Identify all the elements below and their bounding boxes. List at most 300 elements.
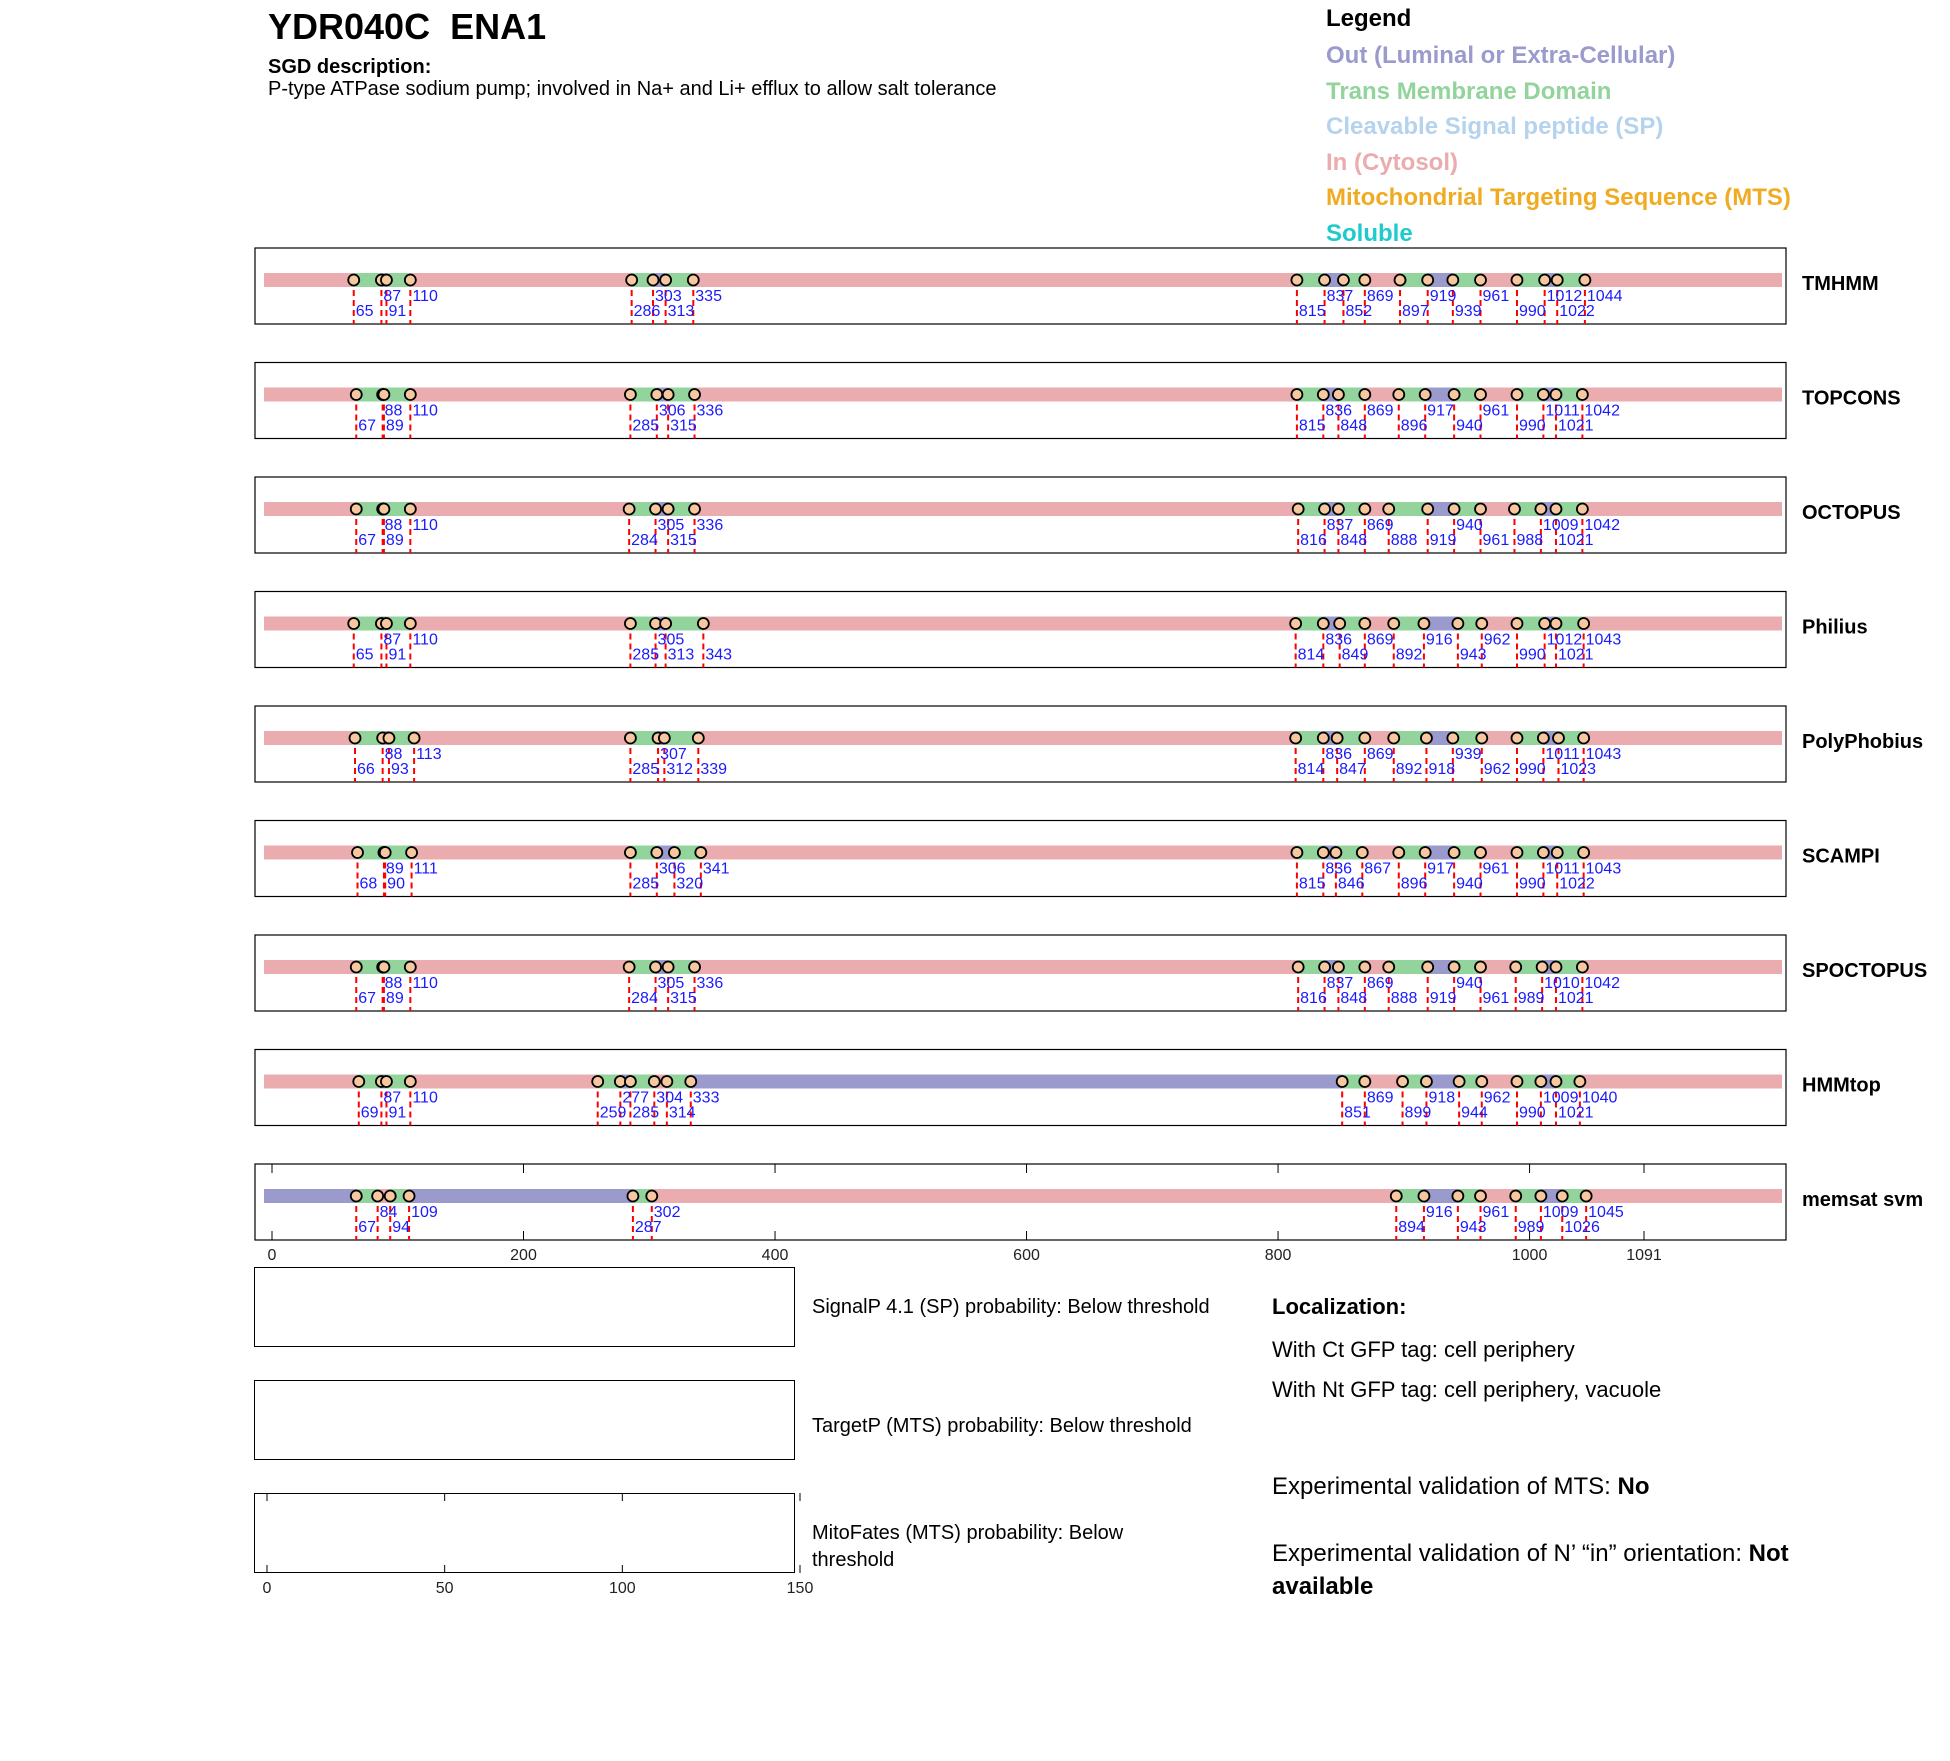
boundary-circle <box>693 733 704 744</box>
position-label: 962 <box>1483 761 1511 778</box>
boundary-circle <box>627 1191 638 1202</box>
position-label: 814 <box>1297 646 1325 664</box>
boundary-circle <box>1511 389 1522 400</box>
boundary-circle <box>1395 275 1406 286</box>
position-label: 989 <box>1517 1219 1545 1236</box>
boundary-circle <box>1452 1191 1463 1202</box>
boundary-circle <box>1552 847 1563 858</box>
boundary-circle <box>660 618 671 629</box>
position-label: 1042 <box>1584 975 1620 992</box>
position-label: 67 <box>358 990 377 1007</box>
boundary-circle <box>405 389 416 400</box>
boundary-circle <box>1418 618 1429 629</box>
boundary-circle <box>380 847 391 858</box>
boundary-circle <box>405 504 416 515</box>
boundary-circle <box>404 1191 415 1202</box>
position-label: 837 <box>1326 288 1354 305</box>
cytosol-region <box>695 502 1299 516</box>
position-label: 867 <box>1364 860 1392 878</box>
position-label: 113 <box>416 746 442 763</box>
boundary-circle <box>624 504 635 515</box>
boundary-circle <box>1449 847 1460 858</box>
position-label: 899 <box>1404 1104 1432 1122</box>
boundary-circle <box>1293 962 1304 973</box>
position-label: 990 <box>1518 303 1546 320</box>
boundary-circle <box>1550 962 1561 973</box>
boundary-circle <box>1578 618 1589 629</box>
boundary-circle <box>1357 847 1368 858</box>
position-label: 110 <box>412 1089 438 1107</box>
cytosol-region <box>1586 1189 1782 1203</box>
position-label: 88 <box>384 975 403 992</box>
boundary-circle <box>1318 847 1329 858</box>
boundary-circle <box>1290 618 1301 629</box>
cytosol-region <box>264 731 355 745</box>
position-label: 940 <box>1456 517 1483 534</box>
localization-title: Localization: <box>1272 1294 1407 1319</box>
boundary-circle <box>592 1076 603 1087</box>
predictor-name: Philius <box>1802 616 1868 639</box>
boundary-circle <box>1550 504 1561 515</box>
boundary-circle <box>352 847 363 858</box>
position-label: 307 <box>660 746 687 763</box>
boundary-circle <box>1332 733 1343 744</box>
position-label: 1043 <box>1585 631 1622 649</box>
boundary-circle <box>626 275 637 286</box>
cytosol-region <box>264 502 356 516</box>
position-label: 961 <box>1482 860 1510 878</box>
position-label: 1021 <box>1557 532 1594 549</box>
page-title: YDR040C ENA1 <box>268 6 547 47</box>
position-label: 962 <box>1483 631 1511 649</box>
position-label: 1011 <box>1545 860 1580 878</box>
boundary-circle <box>624 962 635 973</box>
boundary-circle <box>1334 618 1345 629</box>
position-label: 335 <box>695 288 722 305</box>
legend-item-mts: Mitochondrial Targeting Sequence (MTS) <box>1326 184 1791 211</box>
position-label: 84 <box>379 1204 398 1221</box>
position-label: 815 <box>1298 875 1326 893</box>
position-label: 303 <box>655 288 682 305</box>
position-label: 1022 <box>1559 875 1595 893</box>
position-label: 814 <box>1297 761 1325 778</box>
cytosol-region <box>1582 960 1782 974</box>
cytosol-region <box>1584 617 1782 631</box>
boundary-circle <box>1333 504 1344 515</box>
legend-item-soluble: Soluble <box>1326 219 1413 247</box>
boundary-circle <box>1418 1191 1429 1202</box>
position-label: 849 <box>1341 646 1369 664</box>
position-label: 66 <box>356 761 375 778</box>
position-label: 312 <box>666 761 694 778</box>
cytosol-region <box>410 273 631 287</box>
boundary-circle <box>1475 962 1486 973</box>
mitofates-panel <box>254 1493 795 1573</box>
position-label: 919 <box>1429 288 1457 305</box>
position-label: 961 <box>1482 1204 1510 1221</box>
boundary-circle <box>689 962 700 973</box>
boundary-circle <box>1318 389 1329 400</box>
cytosol-region <box>410 388 630 402</box>
boundary-circle <box>625 1076 636 1087</box>
predictor-name: PolyPhobius <box>1802 731 1924 753</box>
boundary-circle <box>649 1076 660 1087</box>
boundary-circle <box>1452 618 1463 629</box>
cytosol-region <box>264 388 356 402</box>
boundary-circle <box>409 733 420 744</box>
position-label: 1011 <box>1545 746 1580 763</box>
cytosol-region <box>693 273 1297 287</box>
boundary-circle <box>1509 504 1520 515</box>
boundary-circle <box>1475 389 1486 400</box>
boundary-circle <box>1511 847 1522 858</box>
legend-item-tm: Trans Membrane Domain <box>1326 77 1612 105</box>
position-label: 94 <box>392 1219 411 1236</box>
boundary-circle <box>1359 1076 1370 1087</box>
boundary-circle <box>1333 389 1344 400</box>
boundary-circle <box>1511 733 1522 744</box>
cytosol-region <box>412 846 631 860</box>
position-label: 1009 <box>1542 517 1579 534</box>
boundary-circle <box>1578 733 1589 744</box>
cytosol-region <box>652 1189 1396 1203</box>
boundary-circle <box>625 847 636 858</box>
position-label: 990 <box>1518 417 1546 435</box>
position-label: 89 <box>385 532 404 549</box>
boundary-circle <box>663 389 674 400</box>
axis-tick-label: 800 <box>1264 1247 1292 1264</box>
position-label: 1010 <box>1544 975 1580 992</box>
position-label: 988 <box>1516 532 1544 549</box>
boundary-circle <box>689 504 700 515</box>
cytosol-region <box>410 1075 597 1089</box>
position-label: 1042 <box>1584 517 1620 534</box>
cytosol-region <box>1585 273 1782 287</box>
position-label: 285 <box>632 417 660 435</box>
mts-validation-value: No <box>1617 1473 1650 1500</box>
boundary-circle <box>1475 275 1486 286</box>
orientation-validation <box>1272 1540 1789 1568</box>
position-label: 110 <box>412 631 438 649</box>
position-label: 940 <box>1456 875 1483 893</box>
boundary-circle <box>625 733 636 744</box>
position-label: 869 <box>1366 517 1394 534</box>
boundary-circle <box>1421 733 1432 744</box>
position-label: 990 <box>1518 646 1546 664</box>
position-label: 943 <box>1459 1219 1487 1236</box>
boundary-circle <box>1293 504 1304 515</box>
position-label: 67 <box>358 1219 377 1236</box>
boundary-circle <box>1550 1076 1561 1087</box>
cytosol-region <box>695 388 1297 402</box>
boundary-circle <box>1574 1076 1585 1087</box>
boundary-circle <box>1420 847 1431 858</box>
boundary-circle <box>1397 1076 1408 1087</box>
boundary-circle <box>1447 733 1458 744</box>
position-label: 88 <box>384 746 403 763</box>
position-label: 87 <box>383 631 402 649</box>
position-label: 91 <box>388 303 407 320</box>
axis-tick-label: 400 <box>761 1247 789 1264</box>
boundary-circle <box>378 389 389 400</box>
position-label: 1043 <box>1585 746 1622 763</box>
boundary-circle <box>1359 733 1370 744</box>
localization-nt: With Nt GFP tag: cell periphery, vacuole <box>1272 1377 1662 1402</box>
boundary-circle <box>1511 275 1522 286</box>
position-label: 111 <box>413 860 438 878</box>
position-label: 837 <box>1326 975 1354 992</box>
position-label: 285 <box>632 646 660 664</box>
boundary-circle <box>349 733 360 744</box>
position-label: 336 <box>696 975 724 992</box>
orientation-validation-label: Experimental validation of N’ “in” orientation: <box>1272 1540 1749 1567</box>
boundary-circle <box>1579 275 1590 286</box>
position-label: 1021 <box>1557 417 1594 435</box>
signalp-panel <box>254 1267 795 1347</box>
position-label: 89 <box>385 860 404 878</box>
position-label: 892 <box>1395 646 1423 664</box>
boundary-circle <box>1330 847 1341 858</box>
boundary-circle <box>1538 847 1549 858</box>
position-label: 815 <box>1298 417 1326 435</box>
position-label: 285 <box>632 875 660 893</box>
boundary-circle <box>661 1076 672 1087</box>
position-label: 306 <box>658 860 686 878</box>
boundary-circle <box>698 618 709 629</box>
boundary-circle <box>1422 962 1433 973</box>
position-label: 1022 <box>1559 303 1595 320</box>
cytosol-region <box>264 273 354 287</box>
position-label: 816 <box>1300 532 1327 549</box>
position-label: 896 <box>1400 875 1428 893</box>
boundary-circle <box>405 275 416 286</box>
position-label: 918 <box>1428 761 1456 778</box>
predictor-name: TMHMM <box>1802 273 1879 295</box>
boundary-circle <box>651 847 662 858</box>
orientation-validation-value-2: available <box>1272 1573 1374 1600</box>
cytosol-region <box>698 731 1295 745</box>
boundary-circle <box>1535 504 1546 515</box>
position-label: 939 <box>1454 746 1482 763</box>
boundary-circle <box>1422 275 1433 286</box>
boundary-circle <box>685 1076 696 1087</box>
position-label: 916 <box>1425 1204 1453 1221</box>
boundary-circle <box>1539 618 1550 629</box>
boundary-circle <box>1475 1191 1486 1202</box>
position-label: 1045 <box>1588 1204 1624 1221</box>
boundary-circle <box>1550 618 1561 629</box>
position-label: 313 <box>667 646 695 664</box>
boundary-circle <box>625 618 636 629</box>
boundary-circle <box>1393 389 1404 400</box>
boundary-circle <box>1538 389 1549 400</box>
position-label: 109 <box>411 1204 438 1221</box>
boundary-circle <box>353 1076 364 1087</box>
position-label: 961 <box>1482 402 1510 420</box>
mitofates-text-line2: threshold <box>812 1549 895 1571</box>
position-label: 917 <box>1427 860 1454 878</box>
position-label: 1011 <box>1545 402 1580 420</box>
boundary-circle <box>1291 847 1302 858</box>
position-label: 869 <box>1366 975 1394 992</box>
position-label: 836 <box>1325 402 1353 420</box>
axis-tick-label: 200 <box>510 1247 537 1264</box>
predictor-name: TOPCONS <box>1802 387 1901 410</box>
boundary-circle <box>648 275 659 286</box>
position-label: 919 <box>1429 532 1457 549</box>
position-label: 943 <box>1459 646 1487 664</box>
boundary-circle <box>1476 1076 1487 1087</box>
position-label: 896 <box>1400 417 1428 435</box>
boundary-circle <box>1359 389 1370 400</box>
position-label: 87 <box>383 288 402 305</box>
position-label: 869 <box>1366 631 1394 649</box>
axis-tick-label: 1091 <box>1626 1247 1662 1264</box>
position-label: 917 <box>1427 402 1454 420</box>
mitofates-text-line1: MitoFates (MTS) probability: Below <box>812 1522 1124 1544</box>
boundary-circle <box>650 962 661 973</box>
position-label: 343 <box>705 646 733 664</box>
targetp-panel <box>254 1380 795 1460</box>
boundary-circle <box>1535 1191 1546 1202</box>
position-label: 961 <box>1482 990 1510 1007</box>
boundary-circle <box>660 275 671 286</box>
position-label: 91 <box>388 1104 407 1122</box>
boundary-circle <box>663 504 674 515</box>
position-label: 110 <box>412 288 438 305</box>
position-label: 869 <box>1366 1089 1394 1107</box>
boundary-circle <box>1511 618 1522 629</box>
position-label: 336 <box>696 402 724 420</box>
position-label: 339 <box>700 761 728 778</box>
position-label: 336 <box>696 517 724 534</box>
position-label: 88 <box>384 402 403 420</box>
cytosol-region <box>1582 388 1782 402</box>
prob-axis-tick-label: 150 <box>786 1580 814 1597</box>
cytosol-region <box>703 617 1295 631</box>
boundary-circle <box>1359 275 1370 286</box>
predictor-name: SCAMPI <box>1802 845 1880 868</box>
boundary-circle <box>1535 1076 1546 1087</box>
cytosol-region <box>410 502 629 516</box>
boundary-circle <box>1578 847 1589 858</box>
position-label: 259 <box>599 1104 627 1122</box>
boundary-circle <box>1454 1076 1465 1087</box>
boundary-circle <box>1319 504 1330 515</box>
boundary-circle <box>1319 275 1330 286</box>
boundary-circle <box>348 618 359 629</box>
position-label: 940 <box>1456 975 1483 992</box>
position-label: 1021 <box>1557 646 1594 664</box>
position-label: 990 <box>1518 875 1546 893</box>
boundary-circle <box>689 389 700 400</box>
boundary-circle <box>405 1076 416 1087</box>
position-label: 990 <box>1518 1104 1546 1122</box>
boundary-circle <box>1581 1191 1592 1202</box>
position-label: 68 <box>359 875 378 893</box>
boundary-circle <box>1510 962 1521 973</box>
boundary-circle <box>1539 275 1550 286</box>
boundary-circle <box>1383 962 1394 973</box>
position-label: 1012 <box>1546 631 1583 649</box>
position-label: 305 <box>657 975 685 992</box>
position-label: 897 <box>1402 303 1429 320</box>
boundary-circle <box>650 504 661 515</box>
position-label: 961 <box>1482 532 1510 549</box>
boundary-circle <box>1359 962 1370 973</box>
boundary-circle <box>1318 618 1329 629</box>
orientation-validation-value: Not <box>1748 1540 1789 1567</box>
position-label: 315 <box>670 990 697 1007</box>
boundary-circle <box>1388 618 1399 629</box>
position-label: 1023 <box>1560 761 1597 778</box>
position-label: 962 <box>1483 1089 1511 1107</box>
boundary-circle <box>695 847 706 858</box>
position-label: 837 <box>1326 517 1354 534</box>
position-label: 277 <box>622 1089 650 1107</box>
cytosol-region <box>264 617 354 631</box>
boundary-circle <box>383 733 394 744</box>
position-label: 305 <box>657 517 685 534</box>
axis-tick-label: 600 <box>1013 1247 1040 1264</box>
cytosol-region <box>264 960 356 974</box>
position-label: 815 <box>1298 303 1326 320</box>
cytosol-region <box>410 960 629 974</box>
position-label: 869 <box>1366 746 1394 763</box>
boundary-circle <box>1537 962 1548 973</box>
boundary-circle <box>1318 733 1329 744</box>
mts-validation <box>1272 1473 1649 1501</box>
position-label: 918 <box>1428 1089 1456 1107</box>
boundary-circle <box>1511 1076 1522 1087</box>
position-label: 894 <box>1398 1219 1425 1236</box>
position-label: 848 <box>1340 532 1368 549</box>
position-label: 285 <box>632 761 660 778</box>
boundary-circle <box>625 389 636 400</box>
cytosol-region <box>1582 502 1782 516</box>
position-label: 1044 <box>1586 288 1623 305</box>
legend-item-in: In (Cytosol) <box>1326 148 1458 176</box>
position-label: 919 <box>1429 990 1457 1007</box>
position-label: 848 <box>1340 417 1368 435</box>
position-label: 940 <box>1456 417 1483 435</box>
cytosol-region <box>701 846 1297 860</box>
legend-item-sp: Cleavable Signal peptide (SP) <box>1326 113 1664 140</box>
boundary-circle <box>405 618 416 629</box>
position-label: 852 <box>1345 303 1373 320</box>
outside-region <box>691 1075 1342 1089</box>
position-label: 816 <box>1300 990 1327 1007</box>
boundary-circle <box>381 275 392 286</box>
boundary-circle <box>1577 389 1588 400</box>
boundary-circle <box>1447 275 1458 286</box>
boundary-circle <box>1290 733 1301 744</box>
boundary-circle <box>1557 1191 1568 1202</box>
position-label: 110 <box>412 975 438 992</box>
position-label: 89 <box>385 990 404 1007</box>
boundary-circle <box>1393 847 1404 858</box>
predictor-name: OCTOPUS <box>1802 502 1901 524</box>
boundary-circle <box>1449 962 1460 973</box>
boundary-circle <box>351 1191 362 1202</box>
position-label: 65 <box>355 646 374 664</box>
boundary-circle <box>1420 389 1431 400</box>
boundary-circle <box>1577 962 1588 973</box>
cytosol-region <box>1584 846 1782 860</box>
boundary-circle <box>651 389 662 400</box>
boundary-circle <box>1449 504 1460 515</box>
boundary-circle <box>669 847 680 858</box>
